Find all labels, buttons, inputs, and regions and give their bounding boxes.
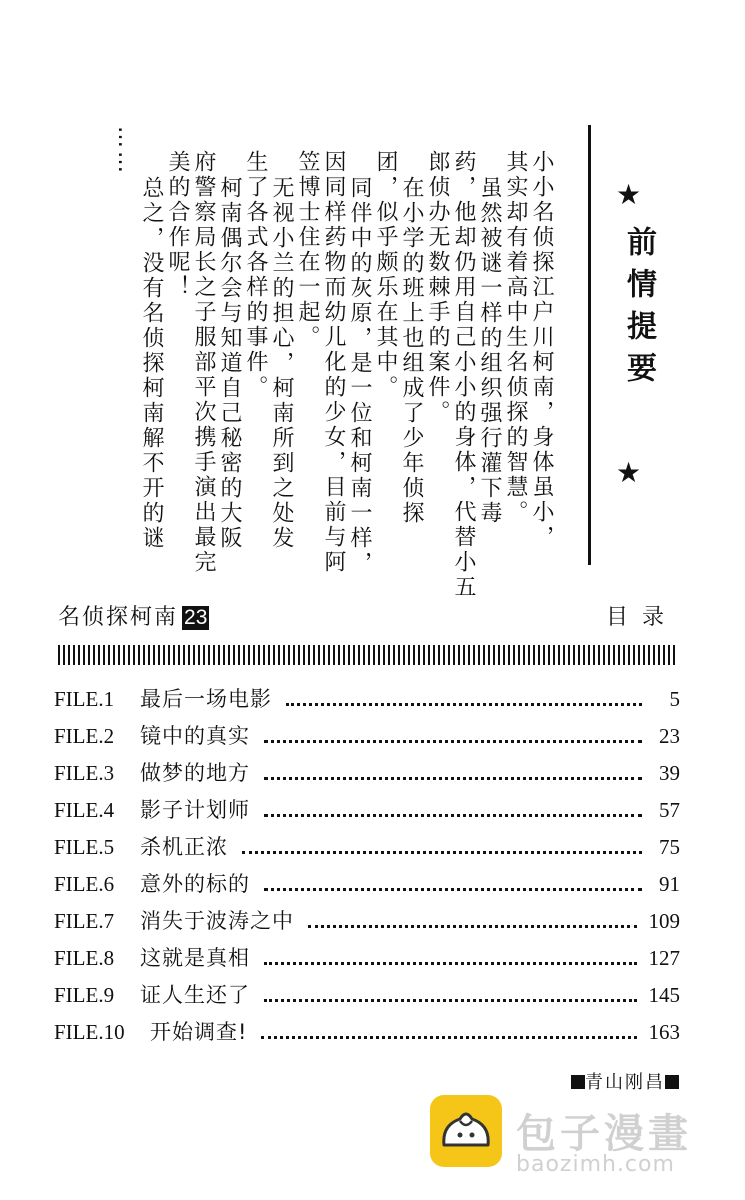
leader-dots	[264, 888, 642, 891]
leader-dots	[264, 999, 637, 1002]
watermark-name: 包子漫畫	[516, 1111, 692, 1157]
toc-entry[interactable]	[54, 905, 680, 942]
file-number: FILE.1	[54, 687, 115, 711]
recap-column: 生了各式各样的事件。	[243, 150, 268, 400]
series-name: 名侦探柯南	[58, 605, 179, 630]
leader-dots	[264, 740, 642, 743]
page-number: 91	[659, 872, 680, 896]
bun-logo-icon	[430, 1095, 502, 1167]
leader-dots	[264, 962, 637, 965]
square-icon	[665, 1075, 679, 1089]
volume-badge: 23	[184, 606, 208, 629]
recap-column: 团，似乎颇乐在其中。	[373, 150, 398, 400]
recap-column: 因同样药物而幼儿化的少女，目前与阿	[321, 150, 346, 575]
star-icon: ★	[616, 456, 642, 489]
toc-entry[interactable]	[54, 794, 680, 831]
page-number: 75	[659, 835, 680, 859]
square-icon	[571, 1075, 585, 1089]
recap-column: 总之，没有名侦探柯南解不开的谜	[139, 176, 164, 551]
file-number: FILE.9	[54, 983, 115, 1007]
file-number: FILE.5	[54, 835, 115, 859]
recap-column: 笠博士住在一起。	[295, 150, 320, 350]
file-number: FILE.3	[54, 761, 115, 785]
toc-label: 目录	[605, 605, 678, 630]
page-number: 127	[648, 946, 680, 970]
toc-entry[interactable]	[54, 1016, 680, 1053]
file-number: FILE.6	[54, 872, 115, 896]
file-number: FILE.10	[54, 1020, 125, 1044]
recap-column: 在小学的班上也组成了少年侦探	[399, 176, 424, 526]
chapter-title: 开始调查!	[150, 1020, 248, 1044]
chapter-title: 影子计划师	[140, 798, 250, 822]
chapter-title: 消失于波涛之中	[140, 909, 294, 933]
recap-column: 药，他却仍用自己小小的身体，代替小五	[451, 150, 476, 600]
recap-column: ……	[113, 126, 138, 176]
leader-dots	[261, 1036, 636, 1039]
recap-column: 无视小兰的担心，柯南所到之处发	[269, 176, 294, 551]
page-number: 23	[659, 724, 680, 748]
toc-entry[interactable]	[54, 979, 680, 1016]
recap-column: 同伴中的灰原，是一位和柯南一样，	[347, 176, 372, 576]
file-number: FILE.4	[54, 798, 115, 822]
chapter-title: 证人生还了	[140, 983, 250, 1007]
page-number: 5	[669, 687, 680, 711]
leader-dots	[264, 814, 642, 817]
chapter-title: 这就是真相	[140, 946, 250, 970]
chapter-title: 做梦的地方	[140, 761, 250, 785]
page-number: 145	[648, 983, 680, 1007]
file-number: FILE.2	[54, 724, 115, 748]
recap-column: 府警察局长之子服部平次携手演出最完	[191, 150, 216, 575]
chapter-title: 最后一场电影	[140, 687, 272, 711]
toc-header	[58, 600, 678, 634]
recap-body	[60, 126, 560, 610]
leader-dots	[242, 851, 642, 854]
recap-column: 柯南偶尔会与知道自己秘密的大阪	[217, 176, 242, 551]
toc-list	[54, 683, 680, 1053]
recap-heading: 前情提要	[621, 226, 656, 394]
toc-entry[interactable]	[54, 757, 680, 794]
leader-dots	[286, 703, 642, 706]
leader-dots	[264, 777, 642, 780]
toc-entry[interactable]	[54, 720, 680, 757]
hatch-divider	[58, 645, 678, 665]
toc-entry[interactable]	[54, 683, 680, 720]
chapter-title: 杀机正浓	[140, 835, 228, 859]
toc-entry[interactable]	[54, 942, 680, 979]
author-credit	[571, 1068, 679, 1094]
chapter-title: 镜中的真实	[140, 724, 250, 748]
page-number: 109	[648, 909, 680, 933]
page-number: 57	[659, 798, 680, 822]
file-number: FILE.8	[54, 946, 115, 970]
watermark-url: baozimh.com	[516, 1152, 675, 1177]
leader-dots	[308, 925, 637, 928]
page-number: 163	[648, 1020, 680, 1044]
toc-entry[interactable]	[54, 831, 680, 868]
recap-divider	[588, 125, 591, 565]
recap-column: 其实却有着高中生名侦探的智慧。	[503, 150, 528, 525]
author-name: 青山刚昌	[585, 1072, 665, 1093]
star-icon: ★	[616, 178, 642, 211]
chapter-title: 意外的标的	[140, 872, 250, 896]
series-title	[58, 600, 209, 631]
recap-column: 虽然被谜一样的组织强行灌下毒	[477, 176, 502, 526]
toc-entry[interactable]	[54, 868, 680, 905]
page-number: 39	[659, 761, 680, 785]
recap-column: 小小名侦探江户川柯南，身体虽小，	[529, 150, 554, 550]
recap-column: 郎侦办无数棘手的案件。	[425, 150, 450, 425]
file-number: FILE.7	[54, 909, 115, 933]
recap-column: 美的合作呢！	[165, 150, 190, 300]
